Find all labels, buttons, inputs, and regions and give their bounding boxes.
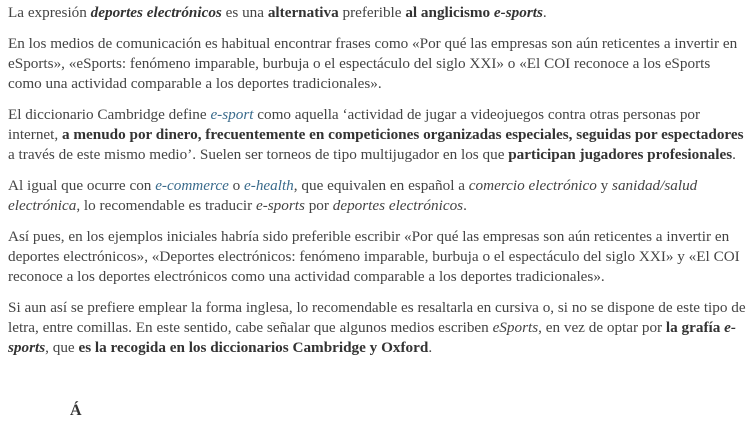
link-e-commerce[interactable]: e-commerce: [155, 177, 229, 194]
paragraph-corrected-examples: [8, 227, 747, 287]
text: En los medios de comunicación es habitual encontrar frases como «Por qué las empresas son aún reticentes a invertir en eSports», «eSports: fenómeno imparable, burbuja o el espectáculo del siglo XXI» o «El COI reconoce a los eSports como una actividad comparable a los deportes tradicionales».: [8, 35, 738, 92]
italic-comercio-electronico: comercio electrónico: [468, 177, 597, 194]
term-e-sports-spelling: e-sports: [8, 319, 736, 356]
italic-esports: eSports: [492, 319, 539, 336]
bold-la-grafia: la grafía: [665, 319, 725, 336]
link-e-health[interactable]: e-health: [244, 177, 294, 194]
paragraph-intro: [8, 3, 747, 23]
text: , en vez de optar por: [538, 319, 666, 336]
paragraph-examples: [8, 34, 747, 94]
link-e-sport[interactable]: e-sport: [210, 106, 254, 123]
term-alternativa: alternativa: [267, 4, 339, 21]
text: como aquella ‘actividad de jugar a videojuegos contra otras personas por internet,: [8, 106, 701, 143]
text: es una: [221, 4, 268, 21]
text: Al igual que ocurre con: [8, 177, 156, 194]
text: .: [463, 197, 467, 214]
italic-sanidad-salud: sanidad/salud electrónica: [8, 177, 698, 214]
paragraph-equivalents: [8, 176, 747, 216]
term-deportes-electronicos: deportes electrónicos: [90, 4, 222, 21]
bold-definition: a menudo por dinero, frecuentemente en competiciones organizadas especiales, seguidas por espectadores: [61, 126, 744, 143]
text: El diccionario Cambridge define: [8, 106, 211, 123]
bold-professional-players: participan jugadores profesionales: [508, 146, 733, 163]
text: preferible: [338, 4, 406, 21]
text: , lo recomendable es traducir: [76, 197, 256, 214]
italic-deportes-electronicos: deportes electrónicos: [332, 197, 464, 214]
text: Si aun así se prefiere emplear la forma inglesa, lo recomendable es resaltarla en cursiva o, si no se dispone de este tipo de letra, entre comillas. En este sentido, cabe señalar que algunos medios escriben: [8, 299, 746, 336]
text: .: [732, 146, 736, 163]
bold-dictionaries: es la recogida en los diccionarios Cambridge y Oxford: [78, 339, 429, 356]
text: .: [428, 339, 433, 356]
paragraph-english-form: [8, 298, 747, 358]
text: , que: [45, 339, 79, 356]
italic-e-sports: e-sports: [255, 197, 305, 214]
text: por: [304, 197, 333, 214]
text: La expresión: [8, 4, 91, 21]
text: o: [228, 177, 245, 194]
next-section-heading: Á: [70, 402, 82, 419]
term-anglicismo: al anglicismo: [405, 4, 494, 21]
text: , que equivalen en español a: [293, 177, 469, 194]
term-e-sports: e-sports: [493, 4, 543, 21]
text: a través de este mismo medio’. Suelen ser torneos de tipo multijugador en los que: [8, 146, 509, 163]
text: Así pues, en los ejemplos iniciales habría sido preferible escribir «Por qué las empresas son aún reticentes a invertir en deportes electrónicos», «Deportes electrónicos: fenómeno imparable, burbuja o el espectáculo del siglo XXI» y «El COI reconoce a los deportes electrónicos como una actividad comparable a los deportes tradicionales».: [8, 228, 740, 285]
text: .: [542, 4, 547, 21]
paragraph-definition: [8, 105, 747, 165]
text: y: [596, 177, 613, 194]
